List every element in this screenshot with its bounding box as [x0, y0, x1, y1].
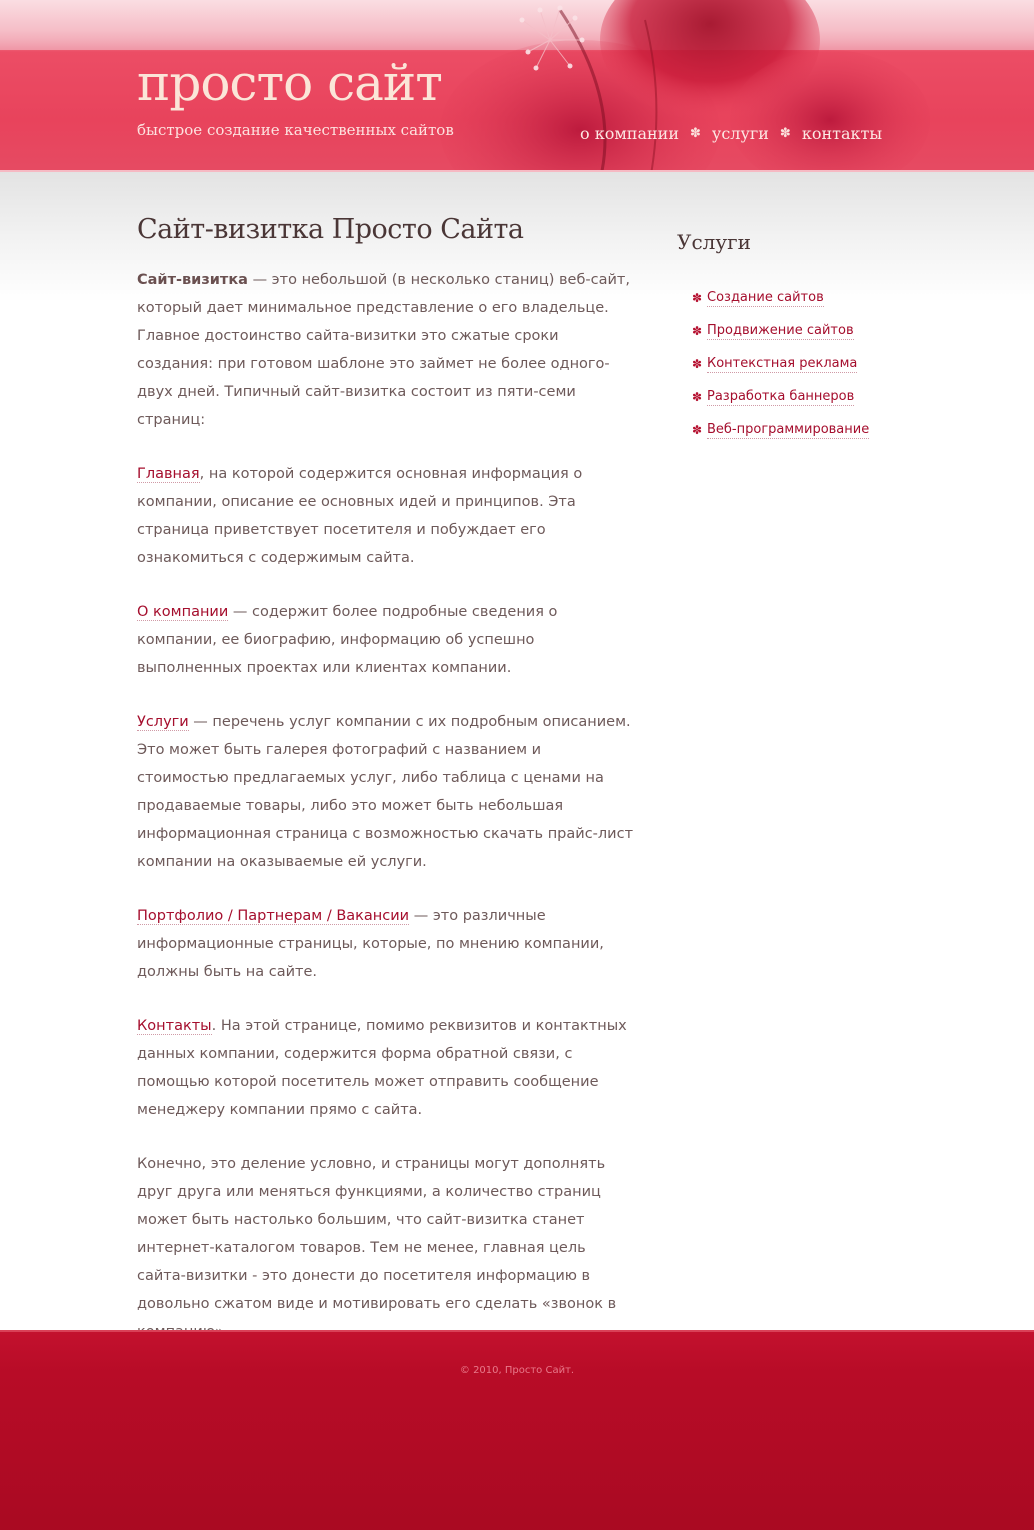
nav-link-about[interactable]: о компании	[580, 124, 679, 143]
section-paragraph-contacts	[137, 1012, 637, 1124]
section-paragraph-about	[137, 598, 637, 682]
copyright-text: © 2010, Просто Сайт.	[459, 1365, 575, 1376]
flower-background-image	[410, 0, 930, 172]
intro-text: — это небольшой (в несколько станиц) веб-сайт, который дает минимальное представление о его владельце. Главное достоинство сайта-визитки это сжатые сроки создания: при готовом шаблоне это займет не более одного-двух дней. Типичный сайт-визитка состоит из пяти-семи страниц:	[137, 272, 630, 428]
flower-bullet-icon: ✽	[692, 324, 703, 338]
flower-bullet-icon: ✽	[779, 126, 791, 141]
sidebar-link-site-creation[interactable]: Создание сайтов	[707, 290, 824, 305]
section-text: — содержит более подробные сведения о компании, ее биографию, информацию об успешно выполненных проектах или клиентах компании.	[137, 604, 558, 676]
flower-bullet-icon: ✽	[692, 423, 703, 437]
main-navigation	[580, 124, 882, 143]
section-text: , на которой содержится основная информация о компании, описание ее основных идей и принципов. Эта страница приветствует посетителя и побуждает его ознакомиться с содержимым сайта.	[137, 466, 583, 566]
list-item	[692, 381, 937, 414]
site-logo-title[interactable]: просто сайт	[137, 54, 442, 112]
services-sidebar	[677, 230, 937, 447]
flower-bullet-icon: ✽	[692, 291, 703, 305]
intro-term: Сайт-визитка	[137, 272, 248, 288]
flower-bullet-icon: ✽	[692, 390, 703, 404]
link-contacts-page[interactable]: Контакты	[137, 1018, 212, 1034]
sidebar-link-web-programming[interactable]: Веб-программирование	[707, 422, 870, 437]
section-text: — это различные информационные страницы, которые, по мнению компании, должны быть на сайте.	[137, 908, 604, 980]
section-paragraph-services	[137, 708, 637, 876]
section-paragraph-home	[137, 460, 637, 572]
section-paragraph-portfolio	[137, 902, 637, 986]
link-home-page[interactable]: Главная	[137, 466, 200, 482]
site-footer	[0, 1330, 1034, 1530]
list-item	[692, 282, 937, 315]
list-item	[692, 315, 937, 348]
site-tagline: быстрое создание качественных сайтов	[137, 121, 454, 139]
list-item	[692, 414, 937, 447]
nav-link-services[interactable]: услуги	[711, 124, 769, 143]
site-header	[0, 0, 1034, 172]
list-item	[692, 348, 937, 381]
flower-bullet-icon: ✽	[690, 126, 701, 141]
closing-paragraph: Конечно, это деление условно, и страницы могут дополнять друг друга или меняться функциями, а количество страниц может быть настолько большим, что сайт-визитка станет интернет-каталогом товаров. Тем не менее, главная цель сайта-визитки - это донести до посетителя информацию в довольно сжатом виде и мотивировать его сделать «звонок в	[137, 1156, 617, 1312]
sidebar-link-banners[interactable]: Разработка баннеров	[707, 389, 855, 404]
link-portfolio-page[interactable]: Портфолио / Партнерам / Вакансии	[137, 908, 410, 924]
flower-bullet-icon: ✽	[692, 357, 703, 371]
section-text: . На этой странице, помимо реквизитов и контактных данных компании, содержится форма обратной связи, с помощью которой посетитель может отправить сообщение менеджеру компании прямо с сайта.	[137, 1018, 627, 1118]
sidebar-title: Услуги	[677, 230, 751, 254]
sidebar-link-seo[interactable]: Продвижение сайтов	[707, 323, 854, 338]
nav-link-contacts[interactable]: контакты	[801, 124, 883, 143]
main-content	[137, 212, 637, 1372]
link-about-page[interactable]: О компании	[137, 604, 229, 620]
section-text: — перечень услуг компании с их подробным описанием. Это может быть галерея фотографий с названием и стоимостью предлагаемых услуг, либо таблица с ценами на продаваемые товары, либо это может быть небольшая информационная страница с возможностью скачать прайс-лист компании на оказываемые ей услуги.	[137, 714, 634, 870]
link-services-page[interactable]: Услуги	[137, 714, 189, 730]
sidebar-link-context-ads[interactable]: Контекстная реклама	[707, 356, 858, 371]
services-list	[692, 282, 937, 447]
page-title: Сайт-визитка Просто Сайта	[137, 214, 524, 245]
intro-paragraph	[137, 266, 637, 434]
